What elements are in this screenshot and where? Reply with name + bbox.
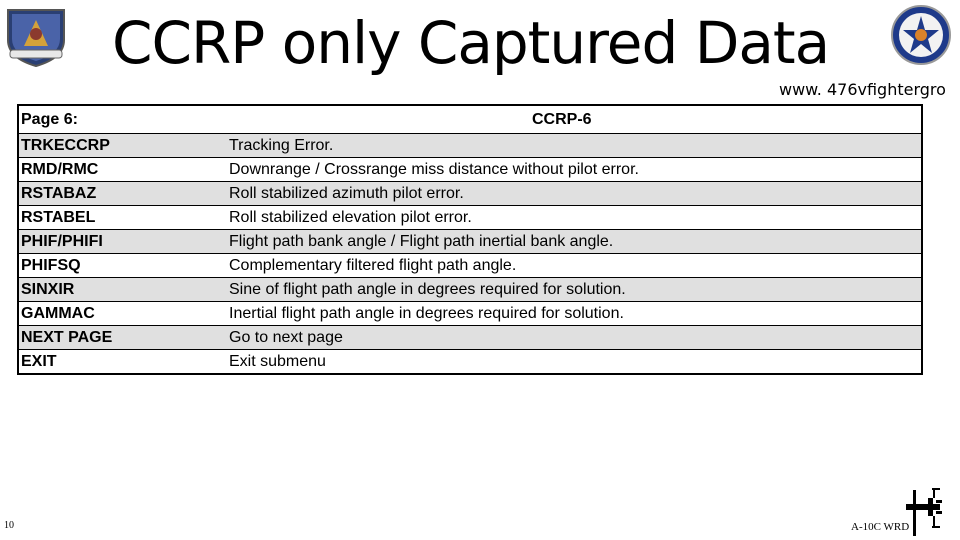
a10-aircraft-icon <box>906 484 946 540</box>
term-cell: RMD/RMC <box>18 158 207 182</box>
table-row <box>18 278 922 302</box>
table-header-row <box>18 105 922 134</box>
description-cell: Roll stabilized elevation pilot error. <box>207 206 922 230</box>
description-cell: Downrange / Crossrange miss distance without pilot error. <box>207 158 922 182</box>
page-code: CCRP-6 <box>207 105 922 134</box>
description-cell: Sine of flight path angle in degrees required for solution. <box>207 278 922 302</box>
term-cell: RSTABAZ <box>18 182 207 206</box>
table-row <box>18 230 922 254</box>
term-cell: TRKECCRP <box>18 134 207 158</box>
table-row <box>18 206 922 230</box>
page-number: 10 <box>4 520 14 531</box>
slide-title: CCRP only Captured Data <box>112 9 830 77</box>
squadron-shield-emblem-icon <box>2 4 70 68</box>
ccrp-data-table <box>17 104 923 375</box>
term-cell: GAMMAC <box>18 302 207 326</box>
table-row <box>18 302 922 326</box>
description-cell: Complementary filtered flight path angle. <box>207 254 922 278</box>
term-cell: PHIF/PHIFI <box>18 230 207 254</box>
term-cell: EXIT <box>18 350 207 375</box>
footer-label: A-10C WRD <box>851 521 910 533</box>
term-cell: NEXT PAGE <box>18 326 207 350</box>
table-row <box>18 350 922 375</box>
table-row <box>18 254 922 278</box>
description-cell: Exit submenu <box>207 350 922 375</box>
flying-tigers-patch-icon <box>890 2 952 68</box>
description-cell: Tracking Error. <box>207 134 922 158</box>
term-cell: SINXIR <box>18 278 207 302</box>
description-cell: Flight path bank angle / Flight path inertial bank angle. <box>207 230 922 254</box>
table-row <box>18 158 922 182</box>
description-cell: Go to next page <box>207 326 922 350</box>
table-row <box>18 326 922 350</box>
term-cell: RSTABEL <box>18 206 207 230</box>
table-row <box>18 134 922 158</box>
table-row <box>18 182 922 206</box>
description-cell: Inertial flight path angle in degrees required for solution. <box>207 302 922 326</box>
page-label: Page 6: <box>18 105 207 134</box>
term-cell: PHIFSQ <box>18 254 207 278</box>
website-url: www. 476vfightergro <box>779 80 946 99</box>
description-cell: Roll stabilized azimuth pilot error. <box>207 182 922 206</box>
